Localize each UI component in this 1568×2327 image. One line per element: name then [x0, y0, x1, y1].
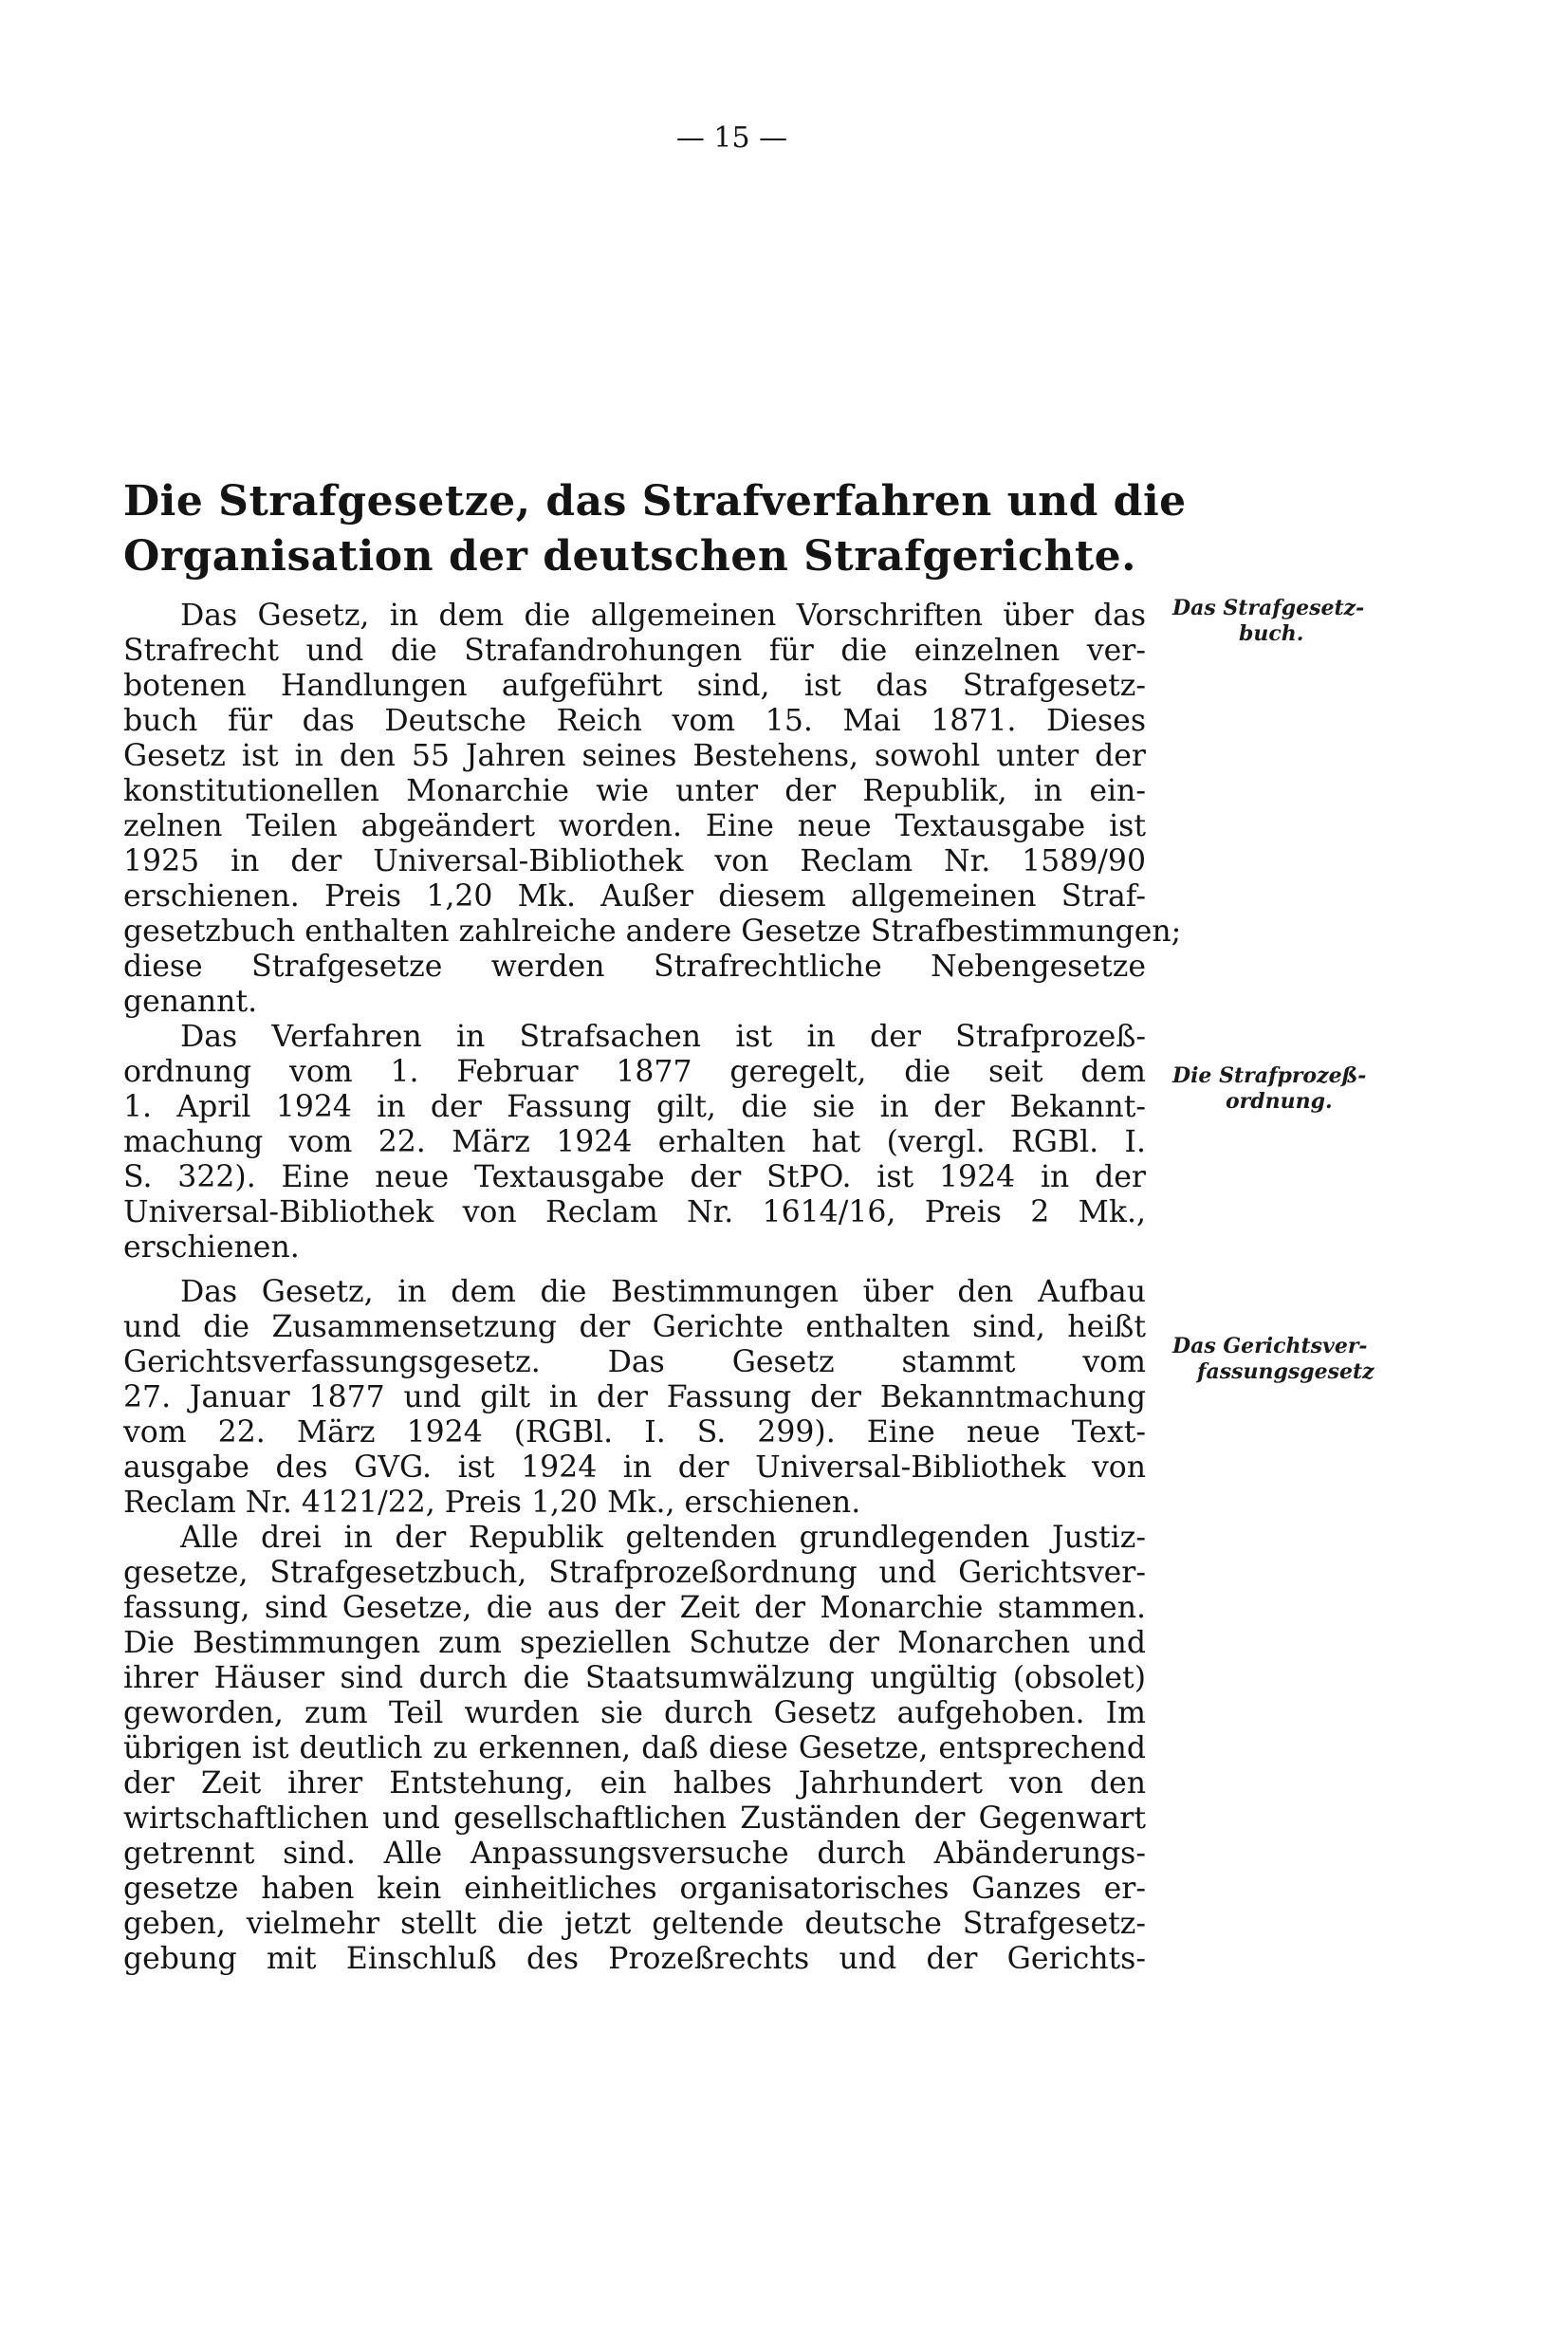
text-line: vom 22. März 1924 (RGBl. I. S. 299). Eine neue Text-: [123, 1415, 1146, 1450]
margin-note-line: Das Gerichtsver-: [1172, 1334, 1368, 1358]
text-line: getrennt sind. Alle Anpassungsversuche durch Abänderungs-: [123, 1837, 1146, 1871]
text-line: konstitutionellen Monarchie wie unter der Republik, in ein-: [123, 774, 1146, 808]
text-line: erschienen.: [123, 1230, 300, 1265]
text-line: geworden, zum Teil wurden sie durch Gesetz aufgehoben. Im: [123, 1696, 1146, 1730]
text-line: gesetzbuch enthalten zahlreiche andere Gesetze Strafbestimmungen;: [123, 914, 1182, 949]
text-line: Reclam Nr. 4121/22, Preis 1,20 Mk., erschienen.: [123, 1486, 861, 1520]
text-line: fassung, sind Gesetze, die aus der Zeit der Monarchie stammen.: [123, 1591, 1146, 1625]
text-line: 1. April 1924 in der Fassung gilt, die sie in der Bekannt-: [123, 1090, 1146, 1124]
text-line: Gerichtsverfassungsgesetz. Das Gesetz stammt vom: [123, 1345, 1146, 1379]
text-line: Das Gesetz, in dem die Bestimmungen über den Aufbau: [180, 1275, 1146, 1309]
text-line: übrigen ist deutlich zu erkennen, daß diese Gesetze, entsprechend: [123, 1731, 1146, 1765]
text-line: ausgabe des GVG. ist 1924 in der Universal-Bibliothek von: [123, 1450, 1146, 1485]
text-line: gebung mit Einschluß des Prozeßrechts und der Gerichts-: [123, 1942, 1146, 1976]
text-line: botenen Handlungen aufgeführt sind, ist das Strafgesetz-: [123, 669, 1146, 703]
margin-note-line: ordnung.: [1226, 1089, 1333, 1114]
margin-note-line: Das Strafgesetz-: [1172, 596, 1365, 620]
text-line: wirtschaftlichen und gesellschaftlichen Zuständen der Gegenwart: [123, 1801, 1146, 1836]
heading-line: Organisation der deutschen Strafgerichte.: [123, 532, 1136, 581]
text-line: ihrer Häuser sind durch die Staatsumwälzung ungültig (obsolet): [123, 1661, 1146, 1695]
text-line: Alle drei in der Republik geltenden grundlegenden Justiz-: [180, 1521, 1146, 1555]
text-line: Die Bestimmungen zum speziellen Schutze der Monarchen und: [123, 1626, 1146, 1660]
margin-note-gerichtsverfassungsgesetz: [1172, 1334, 1374, 1385]
text-line: Das Gesetz, in dem die allgemeinen Vorschriften über das: [180, 599, 1146, 633]
margin-note-line: fassungsgesetz: [1197, 1359, 1374, 1384]
text-line: gesetze, Strafgesetzbuch, Strafprozeßordnung und Gerichtsver-: [123, 1556, 1146, 1590]
text-line: S. 322). Eine neue Textausgabe der StPO. ist 1924 in der: [123, 1160, 1146, 1194]
text-line: ordnung vom 1. Februar 1877 geregelt, die seit dem: [123, 1055, 1146, 1089]
text-line: Universal-Bibliothek von Reclam Nr. 1614/16, Preis 2 Mk.,: [123, 1195, 1146, 1229]
text-line: geben, vielmehr stellt die jetzt geltende deutsche Strafgesetz-: [123, 1907, 1146, 1941]
text-line: genannt.: [123, 985, 258, 1019]
paragraph-justizgesetze: [123, 1521, 1146, 1977]
heading-line: Die Strafgesetze, das Strafverfahren und die: [123, 477, 1187, 526]
text-line: Strafrecht und die Strafandrohungen für die einzelnen ver-: [123, 634, 1146, 668]
paragraph-gerichtsverfassungsgesetz: [123, 1275, 1146, 1521]
body-text: [123, 599, 1182, 1977]
margin-note-line: buch.: [1239, 621, 1304, 646]
text-line: der Zeit ihrer Entstehung, ein halbes Jahrhundert von den: [123, 1766, 1146, 1801]
text-line: zelnen Teilen abgeändert worden. Eine neue Textausgabe ist: [123, 809, 1146, 843]
text-line: erschienen. Preis 1,20 Mk. Außer diesem allgemeinen Straf-: [123, 879, 1146, 914]
margin-note-line: Die Strafprozeß-: [1172, 1063, 1367, 1088]
text-line: und die Zusammensetzung der Gerichte enthalten sind, heißt: [123, 1310, 1146, 1344]
text-line: 1925 in der Universal-Bibliothek von Reclam Nr. 1589/90: [123, 844, 1146, 878]
paragraph-strafgesetzbuch: [123, 599, 1182, 1020]
text-line: diese Strafgesetze werden Strafrechtliche Nebengesetze: [123, 950, 1146, 984]
section-heading: [123, 474, 1187, 584]
margin-note-strafgesetzbuch: [1172, 596, 1364, 647]
margin-note-strafprozessordnung: [1172, 1063, 1366, 1115]
text-line: gesetze haben kein einheitliches organisatorisches Ganzes er-: [123, 1872, 1146, 1906]
text-line: Gesetz ist in den 55 Jahren seines Bestehens, sowohl unter der: [123, 739, 1146, 773]
text-line: Das Verfahren in Strafsachen ist in der Strafprozeß-: [180, 1020, 1146, 1054]
text-line: machung vom 22. März 1924 erhalten hat (vergl. RGBl. I.: [123, 1125, 1146, 1159]
paragraph-strafprozessordnung: [123, 1020, 1146, 1265]
text-line: 27. Januar 1877 und gilt in der Fassung der Bekanntmachung: [123, 1380, 1146, 1414]
page-number: — 15 —: [675, 121, 788, 155]
text-line: buch für das Deutsche Reich vom 15. Mai 1871. Dieses: [123, 704, 1146, 738]
